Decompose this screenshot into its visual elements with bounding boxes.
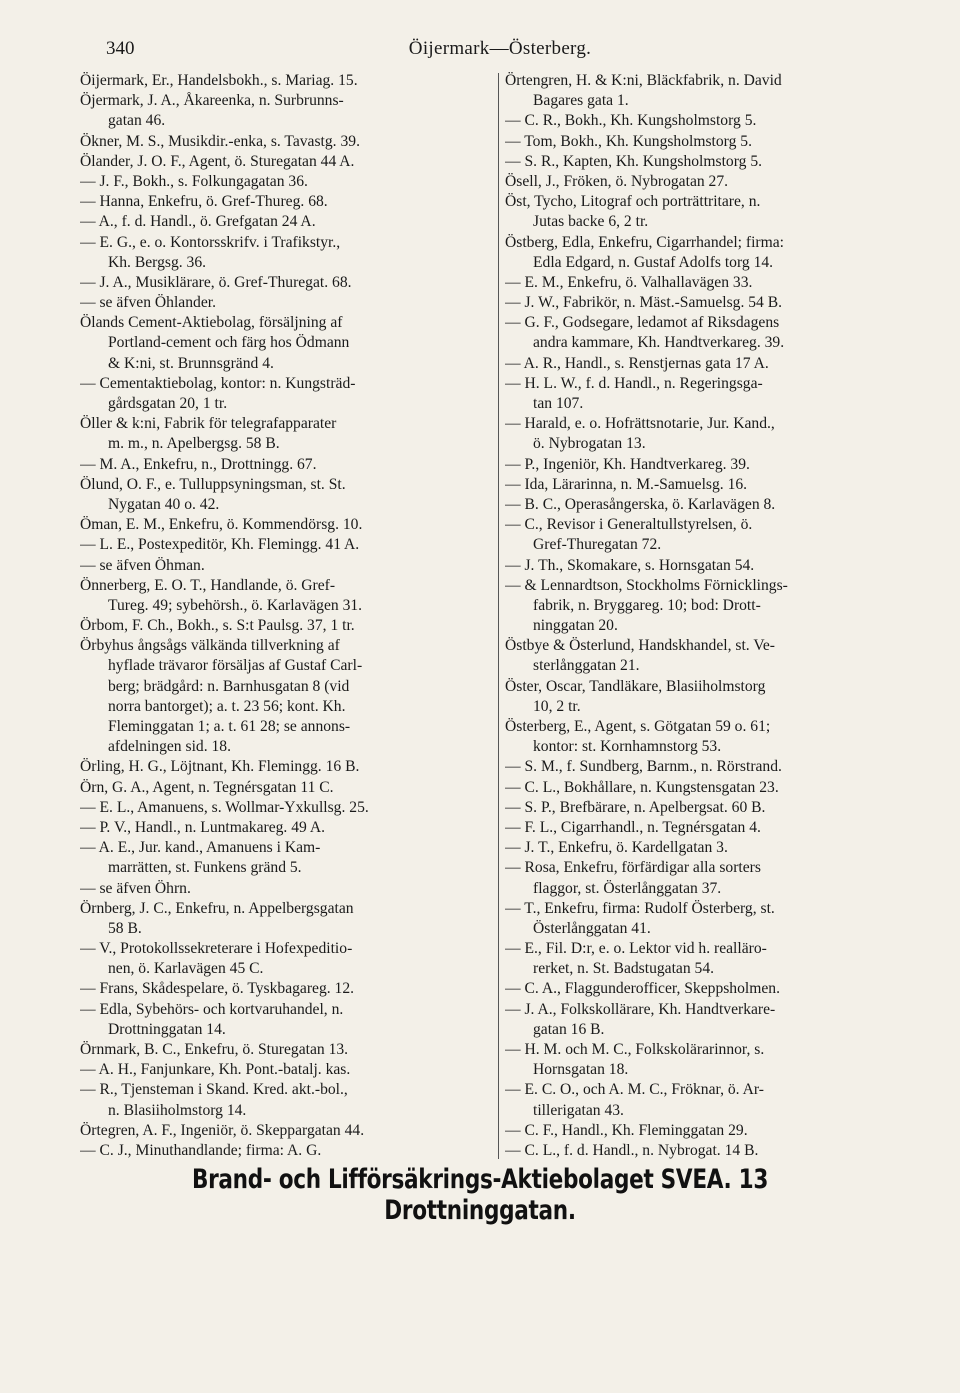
entry-continuation-line: rerket, n. St. Badstugatan 54. — [533, 960, 715, 978]
left-column — [80, 71, 498, 1161]
entry-continuation-line: Portland-cement och färg hos Ödmann — [108, 334, 350, 352]
directory-entry-line: Östbye & Österlund, Handskhandel, st. Ve- — [505, 637, 775, 655]
directory-entry-line: Öijermark, Er., Handelsbokh., s. Mariag. 15. — [80, 72, 358, 89]
entry-continuation-line: kontor: st. Kornhamnstorg 53. — [533, 738, 722, 756]
directory-entry-line: — H. L. W., f. d. Handl., n. Regeringsga- — [505, 374, 763, 392]
directory-entry-line: — & Lennardtson, Stockholms Förnicklings- — [505, 576, 788, 594]
directory-entry-line: — C. R., Bokh., Kh. Kungsholmstorg 5. — [505, 112, 757, 130]
directory-entry-line: Ösell, J., Fröken, ö. Nybrogatan 27. — [505, 172, 729, 190]
entry-continuation-line: Jutas backe 6, 2 tr. — [533, 213, 649, 231]
directory-entry-line: — E. L., Amanuens, s. Wollmar-Yxkullsg. 25. — [80, 798, 369, 816]
running-head: Öijermark—Österberg. — [408, 38, 592, 59]
entry-continuation-line: Edla Edgard, n. Gustaf Adolfs torg 14. — [533, 253, 774, 271]
entry-continuation-line: Fleminggatan 1; a. t. 61 28; se annons- — [108, 718, 351, 735]
entry-continuation-line: fabrik, n. Bryggareg. 10; bod: Drott- — [533, 596, 761, 614]
entry-continuation-line: Kh. Bergsg. 36. — [108, 253, 207, 271]
directory-entry-line: — A. E., Jur. kand., Amanuens i Kam- — [80, 839, 321, 857]
directory-entry-line: — se äfven Öhman. — [80, 556, 205, 574]
directory-entry-line: — J. W., Fabrikör, n. Mäst.-Samuelsg. 54 B. — [505, 294, 783, 312]
entry-continuation-line: n. Blasiiholmstorg 14. — [108, 1101, 247, 1119]
directory-entry-line: — A., f. d. Handl., ö. Grefgatan 24 A. — [80, 213, 316, 231]
entry-continuation-line: gatan 46. — [108, 112, 166, 130]
directory-entry-line: — Tom, Bokh., Kh. Kungsholmstorg 5. — [505, 132, 752, 150]
directory-entry-line: Örn, G. A., Agent, n. Tegnérsgatan 11 C. — [80, 778, 334, 796]
directory-entry-line: Örnberg, J. C., Enkefru, n. Appelbergsgatan — [80, 899, 354, 917]
directory-entry-line: — V., Protokollssekreterare i Hofexpeditio- — [80, 940, 353, 958]
right-column — [505, 71, 920, 1161]
directory-entry-line: — Frans, Skådespelare, ö. Tyskbagareg. 12. — [80, 980, 355, 998]
entry-continuation-line: & K:ni, st. Brunnsgränd 4. — [108, 354, 274, 372]
directory-entry-line: — E. C. O., och A. M. C., Fröknar, ö. Ar- — [505, 1081, 764, 1099]
directory-entry-line: Önnerberg, E. O. T., Handlande, ö. Gref- — [80, 576, 336, 594]
entry-continuation-line: Hornsgatan 18. — [533, 1061, 629, 1079]
directory-entry-line: — Cementaktiebolag, kontor: n. Kungsträd- — [80, 374, 356, 392]
directory-entry-line: — S. P., Brefbärare, n. Apelbergsat. 60 B. — [505, 798, 766, 816]
entry-continuation-line: tillerigatan 43. — [533, 1101, 624, 1119]
page-number: 340 — [106, 38, 135, 59]
entry-continuation-line: ö. Nybrogatan 13. — [533, 435, 646, 453]
directory-entry-line: — C. F., Handl., Kh. Fleminggatan 29. — [505, 1121, 748, 1139]
directory-entry-line: — T., Enkefru, firma: Rudolf Österberg, st. — [505, 899, 775, 917]
entry-continuation-line: flaggor, st. Österlånggatan 37. — [533, 879, 722, 897]
page-header — [80, 38, 920, 64]
entry-continuation-line: Drottninggatan 14. — [108, 1020, 226, 1038]
footer-advertisement: Brand- och Lifförsäkrings-Aktiebolaget SVEA. 13 Drottninggatan. — [191, 1164, 769, 1226]
directory-entry-line: Örtegren, A. F., Ingeniör, ö. Skeppargatan 44. — [80, 1121, 365, 1139]
entry-continuation-line: gatan 16 B. — [533, 1020, 605, 1038]
entry-continuation-line: ninggatan 20. — [533, 617, 618, 635]
entry-continuation-line: afdelningen sid. 18. — [108, 738, 231, 756]
directory-entry-line: Örbyhus ångsågs välkända tillverkning af — [80, 637, 340, 655]
directory-entry-line: Öller & k:ni, Fabrik för telegrafapparater — [80, 415, 337, 433]
directory-entry-line: Öjermark, J. A., Åkareenka, n. Surbrunns- — [80, 92, 344, 110]
directory-entry-line: — Ida, Lärarinna, n. M.-Samuelsg. 16. — [505, 475, 748, 493]
directory-entry-line: — C., Revisor i Generaltullstyrelsen, ö. — [505, 516, 753, 534]
directory-entry-line: — E., Fil. D:r, e. o. Lektor vid h. realläro- — [505, 940, 767, 958]
entry-continuation-line: Gref-Thuregatan 72. — [533, 536, 662, 554]
directory-entry-line: Ölands Cement-Aktiebolag, försäljning af — [80, 314, 343, 332]
directory-entry-line: Örnmark, B. C., Enkefru, ö. Sturegatan 13. — [80, 1041, 349, 1058]
entry-continuation-line: tan 107. — [533, 395, 584, 412]
directory-entry-line: — J. T., Enkefru, ö. Kardellgatan 3. — [505, 839, 728, 857]
directory-entry-line: — P., Ingeniör, Kh. Handtverkareg. 39. — [505, 455, 750, 473]
entry-continuation-line: nen, ö. Karlavägen 45 C. — [108, 960, 264, 978]
entry-continuation-line: 10, 2 tr. — [533, 697, 581, 715]
entry-continuation-line: Tureg. 49; sybehörsh., ö. Karlavägen 31. — [108, 596, 363, 614]
entry-continuation-line: m. m., n. Apelbergsg. 58 B. — [108, 435, 280, 453]
entry-continuation-line: norra bantorget); a. t. 23 56; kont. Kh. — [108, 697, 346, 715]
entry-continuation-line: Österlånggatan 41. — [533, 919, 651, 937]
directory-entry-line: Örbom, F. Ch., Bokh., s. S:t Paulsg. 37, 1 tr. — [80, 617, 355, 635]
entry-continuation-line: Nygatan 40 o. 42. — [108, 495, 220, 513]
directory-entry-line: — J. A., Folkskollärare, Kh. Handtverkare- — [505, 1000, 776, 1018]
directory-entry-line: — M. A., Enkefru, n., Drottningg. 67. — [80, 455, 317, 473]
directory-entry-line: — Rosa, Enkefru, förfärdigar alla sorters — [505, 859, 761, 877]
directory-entry-line: — Harald, e. o. Hofrättsnotarie, Jur. Kand., — [505, 415, 775, 433]
column-divider — [498, 73, 499, 1159]
directory-entry-line: — P. V., Handl., n. Luntmakareg. 49 A. — [80, 818, 326, 836]
directory-entry-line: Östberg, Edla, Enkefru, Cigarrhandel; firma: — [505, 233, 785, 251]
directory-entry-line: — se äfven Öhrn. — [80, 879, 191, 897]
directory-entry-line: — Hanna, Enkefru, ö. Gref-Thureg. 68. — [80, 193, 328, 211]
directory-entry-line: — G. F., Godsegare, ledamot af Riksdagens — [505, 314, 780, 332]
directory-entry-line: — C. J., Minuthandlande; firma: A. G. — [80, 1141, 322, 1159]
directory-entry-line: — H. M. och M. C., Folkskolärarinnor, s. — [505, 1041, 765, 1058]
directory-entry-line: Öst, Tycho, Litograf och porträttritare, n. — [505, 193, 761, 211]
directory-entry-line: Ölander, J. O. F., Agent, ö. Sturegatan 44 A. — [80, 152, 355, 170]
directory-entry-line: — C. L., f. d. Handl., n. Nybrogat. 14 B. — [505, 1141, 759, 1159]
directory-columns — [80, 71, 920, 1161]
directory-entry-line: — C. L., Bokhållare, n. Kungstensgatan 23. — [505, 778, 779, 796]
directory-entry-line: Öster, Oscar, Tandläkare, Blasiiholmstorg — [505, 677, 766, 695]
directory-entry-line: — S. R., Kapten, Kh. Kungsholmstorg 5. — [505, 152, 763, 170]
directory-entry-line: — E. M., Enkefru, ö. Valhallavägen 33. — [505, 273, 753, 291]
directory-entry-line: — A. R., Handl., s. Renstjernas gata 17 A. — [505, 354, 769, 372]
directory-entry-line: — J. F., Bokh., s. Folkungagatan 36. — [80, 172, 308, 190]
directory-entry-line: — F. L., Cigarrhandl., n. Tegnérsgatan 4. — [505, 818, 761, 836]
directory-entry-line: Öman, E. M., Enkefru, ö. Kommendörsg. 10. — [80, 516, 363, 534]
directory-entry-line: Ölund, O. F., e. Tulluppsyningsman, st. St. — [80, 475, 346, 493]
directory-entry-line: — J. A., Musiklärare, ö. Gref-Thuregat. 68. — [80, 273, 352, 291]
entry-continuation-line: gårdsgatan 20, 1 tr. — [108, 395, 228, 412]
directory-entry-line: Österberg, E., Agent, s. Götgatan 59 o. 61; — [505, 718, 771, 735]
directory-entry-line: — R., Tjensteman i Skand. Kred. akt.-bol., — [80, 1081, 348, 1099]
entry-continuation-line: andra kammare, Kh. Handtverkareg. 39. — [533, 334, 785, 352]
directory-entry-line: — B. C., Operasångerska, ö. Karlavägen 8. — [505, 495, 776, 513]
entry-continuation-line: 58 B. — [108, 919, 142, 937]
directory-entry-line: Ökner, M. S., Musikdir.-enka, s. Tavastg. 39. — [80, 132, 360, 150]
entry-continuation-line: Bagares gata 1. — [533, 92, 629, 110]
directory-entry-line: — C. A., Flaggunderofficer, Skeppsholmen. — [505, 980, 780, 998]
entry-continuation-line: marrätten, st. Funkens gränd 5. — [108, 859, 302, 877]
directory-entry-line: — E. G., e. o. Kontorsskrifv. i Trafikstyr., — [80, 233, 341, 251]
directory-entry-line: — Edla, Sybehörs- och kortvaruhandel, n. — [80, 1000, 344, 1018]
directory-entry-line: Örtengren, H. & K:ni, Bläckfabrik, n. David — [505, 72, 782, 89]
entry-continuation-line: berg; brädgård: n. Barnhusgatan 8 (vid — [108, 677, 350, 695]
entry-continuation-line: sterlånggatan 21. — [533, 657, 640, 675]
directory-entry-line: Örling, H. G., Löjtnant, Kh. Flemingg. 16 B. — [80, 758, 360, 776]
directory-entry-line: — S. M., f. Sundberg, Barnm., n. Rörstrand. — [505, 758, 782, 776]
directory-entry-line: — A. H., Fanjunkare, Kh. Pont.-batalj. kas. — [80, 1061, 351, 1079]
entry-continuation-line: hyflade trävaror försäljas af Gustaf Carl- — [108, 657, 363, 675]
directory-entry-line: — L. E., Postexpeditör, Kh. Flemingg. 41 A. — [80, 536, 360, 554]
directory-entry-line: — se äfven Öhlander. — [80, 294, 216, 312]
directory-entry-line: — J. Th., Skomakare, s. Hornsgatan 54. — [505, 556, 755, 574]
